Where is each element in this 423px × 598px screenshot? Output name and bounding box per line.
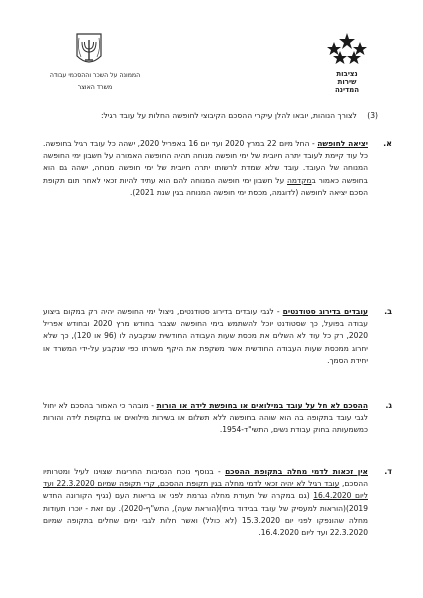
section-title: ההסכם לא חל על עובד במילואים או בחופשת לידה או הורות	[156, 401, 368, 410]
logo-text-line: שירות	[337, 78, 357, 86]
section-title: עובדים בדירוג סטודנטים	[282, 307, 369, 316]
section-c	[43, 400, 392, 437]
section-underlined: עובד רגיל לא יהיה זכאי לדמי מחלה בגין תקופת ההסכם, קרי תקופה שמיום 22.3.2020 ועד ליום 16.4.2020	[43, 479, 368, 501]
section-body: - לגבי עובדים בדירוג סטודנטים, ניצול ימי החופשה יהיה רק במקום ביצוע עבודה בפועל, כך שסטודנט יוכל להשתמש בימי החופשה שצבר בחודש מרץ 2020 ובחודש אפריל 2020, רק כל עוד לא השלים את מכסת שעות העבודה החודשית שנקבעה לו (96 או 120), כך שלא יחרוג ממכסת שעות העבודה החודשית אשר משקפת את היקף משרתו כפי שנקבע על-ידי המשרד או יחידת הסמך.	[43, 307, 368, 365]
section-body: - בנוסף נוכח הנסיבות החריגות שצוינו לעיל ומטרותיו ההסכם,	[43, 467, 369, 489]
section-title: יציאה לחופשה	[317, 139, 368, 148]
logo-text-line: המדינה	[334, 86, 360, 94]
section-letter: ג.	[385, 401, 392, 410]
section-letter: ב.	[384, 307, 392, 316]
logo-text-line: נציבות	[336, 70, 358, 78]
ministry-subtitle-line: משרד האוצר	[77, 84, 113, 91]
section-body-end: על חשבון ימי חופשה המנוחה להם הוא עתיד להיות זכאי לאחר תום תקופת הסכם יציאה לחופשה (לדוגמה, מכסת ימי חופשה המנוחה בגין שנת 2021).	[43, 175, 368, 197]
section-d	[43, 466, 392, 539]
section-body-end: (גם במקרה של תעודת מחלה נגרמת לפני או בריאות העם (נגיף הקורונה החדש 2019)(הוראות למעסיק של עובד בבידוד ביתי)(הוראת שעה), התש"ף-2020). עם זאת - יוכרו תעודות מחלה שהונפקו לפני יום 15.3.2020 (לא כולל) ואשר חלות לגבי ימים שחלים בתקופה שמיום 22.3.2020 ועד ליום 16.4.2020.	[43, 491, 368, 538]
intro-paragraph	[38, 111, 378, 121]
stars-logo-icon	[325, 32, 369, 70]
intro-number: (3)	[367, 111, 378, 120]
section-body: - החל מיום 22 במרץ 2020 ועד יום 16 באפריל 2020, ישהה כל עובד רגיל בחופשה. כל עוד קיימת לעובד יתרה חיובית של ימי חופשה מנוחה תהיה החופשה האמורה על חשבון ימי החופשה המנוחה של העובד. עובד שלא שמדת לרשותו יתרה חיובית של ימי חופשה מנוחה, ישהה גם הוא בחופשה כאמור ב	[43, 139, 368, 185]
section-a	[43, 138, 392, 199]
ministry-title-line: הממונה על השכר וההסכמי עבודה	[49, 72, 141, 79]
section-letter: א.	[383, 139, 392, 148]
section-b	[43, 306, 392, 367]
intro-text: לצורך הנוהות, יובאו להלן עיקרי ההסכם הקיבוצי לחופשה החלות על עובד רגיל:	[100, 111, 357, 120]
section-letter: ד.	[384, 467, 392, 476]
section-underlined: מקדמה	[287, 175, 312, 185]
menorah-emblem-icon	[72, 30, 106, 70]
section-title: אין זכאות לדמי מחלה בתקופת ההסכם	[225, 467, 368, 476]
section-body: - מובהר כי האמור בהסכם לא יחול לגבי עובד בתקופה בה הוא שוהה בחופשה ללא תשלום או בשירות מילואים או בתקופת לידה והורות כמשמעותה בחוק עבודת נשים, התשי"ד-1954.	[43, 401, 368, 435]
